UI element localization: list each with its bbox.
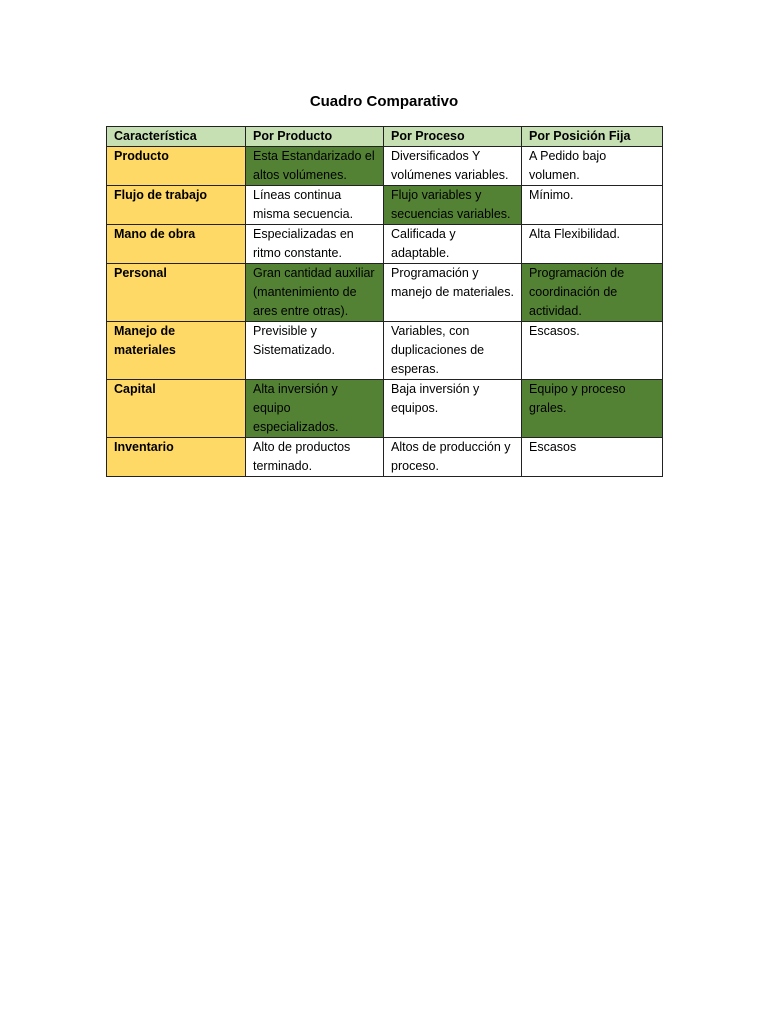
table-cell: Diversificados Y volúmenes variables. [384, 147, 522, 186]
table-cell: A Pedido bajo volumen. [522, 147, 663, 186]
table-cell: Baja inversión y equipos. [384, 380, 522, 438]
table-header-row [107, 127, 663, 147]
table-row [107, 264, 663, 322]
table-cell: Equipo y proceso grales. [522, 380, 663, 438]
table-row [107, 225, 663, 264]
table-cell: Gran cantidad auxiliar (mantenimiento de ares entre otras). [246, 264, 384, 322]
table-cell: Líneas continua misma secuencia. [246, 186, 384, 225]
table-cell: Escasos [522, 438, 663, 477]
table-row [107, 438, 663, 477]
comparison-table [106, 126, 663, 477]
table-cell: Previsible y Sistematizado. [246, 322, 384, 380]
table-cell: Escasos. [522, 322, 663, 380]
table-cell: Calificada y adaptable. [384, 225, 522, 264]
row-label: Manejo de materiales [107, 322, 246, 380]
row-label: Producto [107, 147, 246, 186]
table-cell: Especializadas en ritmo constante. [246, 225, 384, 264]
row-label: Mano de obra [107, 225, 246, 264]
table-row [107, 322, 663, 380]
table-cell: Alto de productos terminado. [246, 438, 384, 477]
table-cell: Esta Estandarizado el altos volúmenes. [246, 147, 384, 186]
row-label: Capital [107, 380, 246, 438]
table-cell: Programación y manejo de materiales. [384, 264, 522, 322]
table-cell: Alta inversión y equipo especializados. [246, 380, 384, 438]
row-label: Flujo de trabajo [107, 186, 246, 225]
table-cell: Altos de producción y proceso. [384, 438, 522, 477]
header-caracteristica: Característica [107, 127, 246, 147]
table-cell: Variables, con duplicaciones de esperas. [384, 322, 522, 380]
table-cell: Programación de coordinación de actividad. [522, 264, 663, 322]
header-por-proceso: Por Proceso [384, 127, 522, 147]
row-label: Inventario [107, 438, 246, 477]
table-cell: Mínimo. [522, 186, 663, 225]
table-row [107, 147, 663, 186]
table-row [107, 380, 663, 438]
row-label: Personal [107, 264, 246, 322]
header-por-posicion-fija: Por Posición Fija [522, 127, 663, 147]
table-cell: Alta Flexibilidad. [522, 225, 663, 264]
header-por-producto: Por Producto [246, 127, 384, 147]
table-row [107, 186, 663, 225]
page-title: Cuadro Comparativo [309, 93, 459, 110]
table-body [107, 147, 663, 477]
table-cell: Flujo variables y secuencias variables. [384, 186, 522, 225]
